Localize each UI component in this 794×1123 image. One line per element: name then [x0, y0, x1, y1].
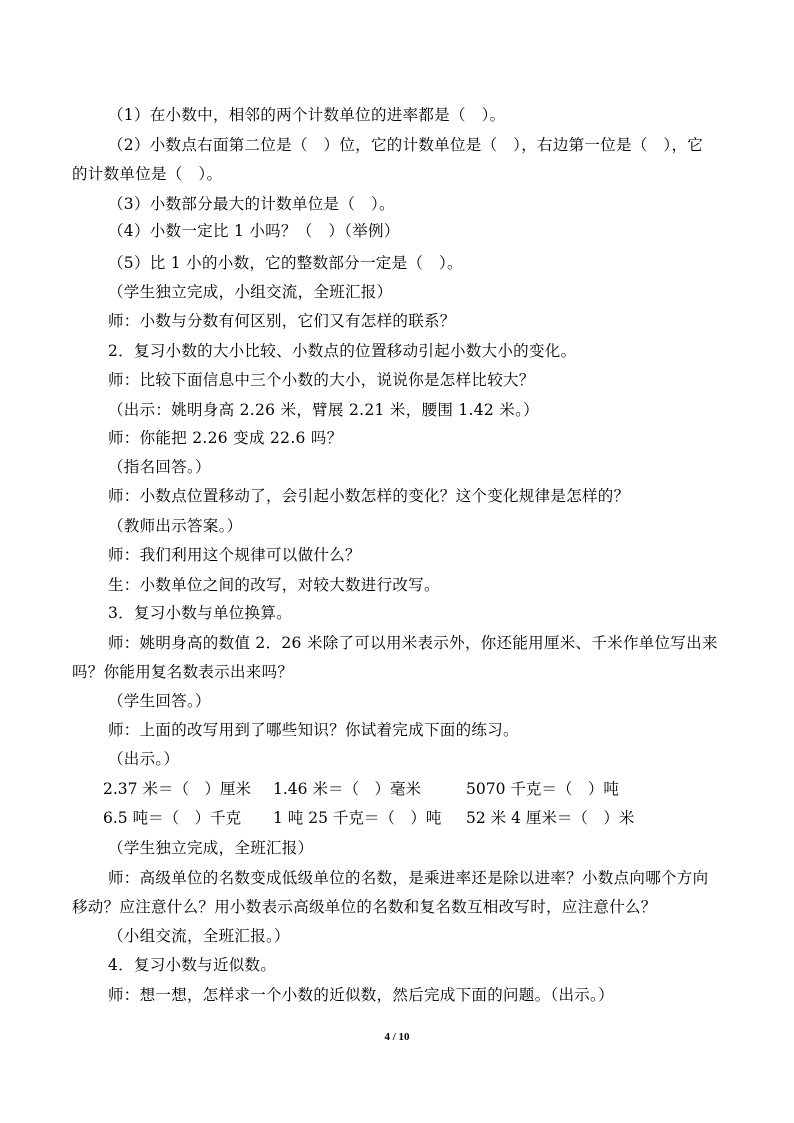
display-note: （出示。） — [108, 750, 180, 768]
teacher-line: 师：比较下面信息中三个小数的大小，说说你是怎样比较大？ — [108, 371, 535, 389]
exercise-item: 5070 千克＝（ ）吨 — [466, 780, 619, 798]
exercise-item: 6.5 吨＝（ ）千克 — [103, 809, 242, 827]
activity-note: （学生回答。） — [108, 692, 211, 710]
teacher-line: 师：上面的改写用到了哪些知识？你试着完成下面的练习。 — [108, 721, 519, 739]
question-3: （3）小数部分最大的计数单位是（ ）。 — [108, 195, 395, 213]
question-2-continued: 的计数单位是（ ）。 — [72, 165, 223, 183]
exercise-item: 1 吨 25 千克＝（ ）吨 — [273, 809, 442, 827]
question-4: （4）小数一定比 1 小吗？（ ）（举例） — [108, 222, 400, 240]
exercise-item: 1.46 米＝（ ）毫米 — [273, 780, 421, 798]
teacher-line: 师：小数点位置移动了，会引起小数怎样的变化？这个变化规律是怎样的？ — [108, 487, 630, 505]
section-heading-4: 4．复习小数与近似数。 — [108, 956, 277, 974]
section-heading-3: 3．复习小数与单位换算。 — [108, 604, 292, 622]
teacher-line: 师：我们利用这个规律可以做什么？ — [108, 546, 361, 564]
exercise-row — [0, 779, 794, 799]
activity-note: （学生独立完成，全班汇报） — [108, 839, 314, 857]
question-5: （5）比 1 小的小数，它的整数部分一定是（ ）。 — [108, 254, 463, 272]
display-note: （出示：姚明身高 2.26 米，臂展 2.21 米，腰围 1.42 米。） — [108, 401, 539, 419]
exercise-item: 2.37 米＝（ ）厘米 — [103, 780, 251, 798]
page-number: 4 / 10 — [384, 1031, 410, 1043]
teacher-line: 师：姚明身高的数值 2．26 米除了可以用米表示外，你还能用厘米、千米作单位写出来 — [108, 634, 718, 652]
teacher-line: 师：小数与分数有何区别，它们又有怎样的联系？ — [108, 312, 456, 330]
teacher-line: 师：想一想，怎样求一个小数的近似数，然后完成下面的问题。（出示。） — [108, 986, 614, 1004]
question-2: （2）小数点右面第二位是（ ）位，它的计数单位是（ ），右边第一位是（ ），它 — [108, 136, 704, 154]
activity-note: （小组交流，全班汇报。） — [108, 927, 290, 945]
question-1: （1）在小数中，相邻的两个计数单位的进率都是（ ）。 — [108, 106, 506, 124]
activity-note: （指名回答。） — [108, 458, 211, 476]
exercise-item: 52 米 4 厘米＝（ ）米 — [466, 809, 635, 827]
teacher-line: 师：高级单位的名数变成低级单位的名数，是乘进率还是除以进率？小数点向哪个方向 — [108, 869, 709, 887]
student-line: 生：小数单位之间的改写，对较大数进行改写。 — [108, 576, 440, 594]
teacher-line: 师：你能把 2.26 变成 22.6 吗？ — [108, 429, 343, 447]
activity-note: （学生独立完成，小组交流，全班汇报） — [108, 283, 393, 301]
section-heading-2: 2．复习小数的大小比较、小数点的位置移动引起小数大小的变化。 — [108, 342, 577, 360]
exercise-row — [0, 808, 794, 828]
teacher-line-continued: 移动？应注意什么？用小数表示高级单位的名数和复名数互相改写时，应注意什么？ — [72, 898, 657, 916]
teacher-line-continued: 吗？你能用复名数表示出来吗？ — [72, 663, 294, 681]
activity-note: （教师出示答案。） — [108, 517, 243, 535]
